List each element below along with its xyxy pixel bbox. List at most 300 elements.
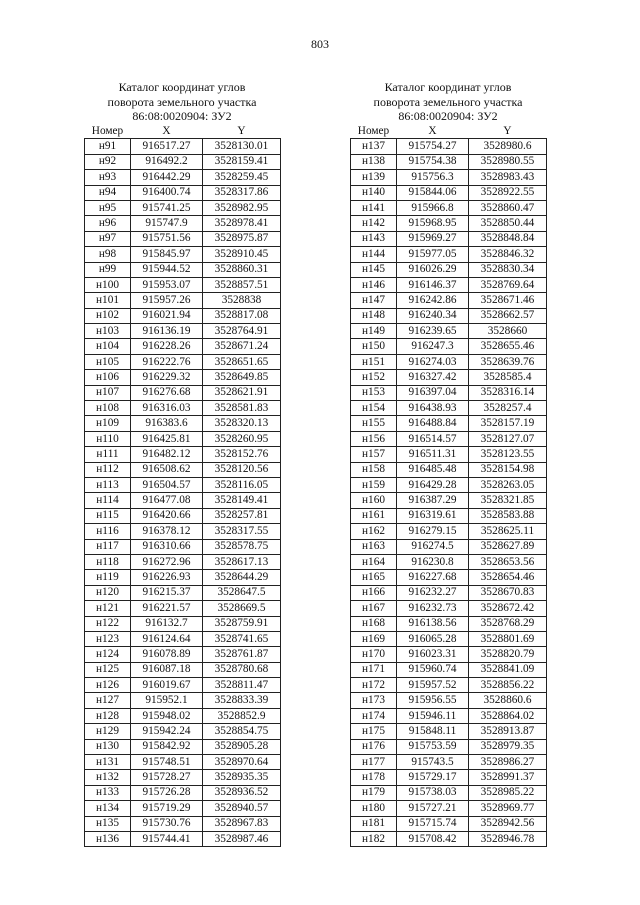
- y-coordinate-cell: 3528644.29: [203, 570, 281, 585]
- table-row: [85, 247, 281, 262]
- table-row: [85, 308, 281, 323]
- y-coordinate-cell: 3528841.09: [469, 662, 547, 677]
- x-coordinate-cell: 916276.68: [131, 385, 203, 400]
- point-number-cell: н128: [85, 708, 131, 723]
- y-coordinate-cell: 3528159.41: [203, 154, 281, 169]
- y-coordinate-cell: 3528585.4: [469, 370, 547, 385]
- x-coordinate-cell: 916021.94: [131, 308, 203, 323]
- point-number-cell: н179: [351, 785, 397, 800]
- x-coordinate-cell: 916023.31: [397, 647, 469, 662]
- y-coordinate-cell: 3528617.13: [203, 554, 281, 569]
- x-coordinate-cell: 916222.76: [131, 354, 203, 369]
- x-coordinate-cell: 915753.59: [397, 739, 469, 754]
- point-number-cell: н175: [351, 724, 397, 739]
- x-coordinate-cell: 916227.68: [397, 570, 469, 585]
- y-coordinate-cell: 3528672.42: [469, 601, 547, 616]
- y-coordinate-cell: 3528936.52: [203, 785, 281, 800]
- table-body: [85, 139, 281, 847]
- y-coordinate-cell: 3528860.31: [203, 262, 281, 277]
- y-coordinate-cell: 3528857.51: [203, 277, 281, 292]
- point-number-cell: н178: [351, 770, 397, 785]
- point-number-cell: н109: [85, 416, 131, 431]
- y-coordinate-cell: 3528578.75: [203, 539, 281, 554]
- point-number-cell: н158: [351, 462, 397, 477]
- table-row: [85, 370, 281, 385]
- y-coordinate-cell: 3528257.4: [469, 401, 547, 416]
- catalog-left: [84, 80, 280, 847]
- x-coordinate-cell: 916132.7: [131, 616, 203, 631]
- point-number-cell: н182: [351, 831, 397, 846]
- table-row: [351, 616, 547, 631]
- point-number-cell: н94: [85, 185, 131, 200]
- x-coordinate-cell: 915842.92: [131, 739, 203, 754]
- caption-line-3: 86:08:0020904: ЗУ2: [132, 109, 232, 123]
- y-coordinate-cell: 3528651.65: [203, 354, 281, 369]
- caption-line-2: поворота земельного участка: [107, 94, 257, 109]
- y-coordinate-cell: 3528321.85: [469, 493, 547, 508]
- point-number-cell: н120: [85, 585, 131, 600]
- x-coordinate-cell: 915946.11: [397, 708, 469, 723]
- table-row: [351, 585, 547, 600]
- table-row: [85, 508, 281, 523]
- point-number-cell: н161: [351, 508, 397, 523]
- table-row: [85, 785, 281, 800]
- x-coordinate-cell: 915754.38: [397, 154, 469, 169]
- x-coordinate-cell: 916242.86: [397, 293, 469, 308]
- table-row: [351, 154, 547, 169]
- point-number-cell: н143: [351, 231, 397, 246]
- x-coordinate-cell: 916425.81: [131, 431, 203, 446]
- table-row: [351, 370, 547, 385]
- x-coordinate-cell: 915754.27: [397, 139, 469, 154]
- y-coordinate-cell: 3528671.46: [469, 293, 547, 308]
- point-number-cell: н145: [351, 262, 397, 277]
- table-row: [85, 585, 281, 600]
- x-coordinate-cell: 915948.02: [131, 708, 203, 723]
- y-coordinate-cell: 3528830.34: [469, 262, 547, 277]
- y-coordinate-cell: 3528671.24: [203, 339, 281, 354]
- x-coordinate-cell: 915748.51: [131, 755, 203, 770]
- x-coordinate-cell: 915977.05: [397, 247, 469, 262]
- y-coordinate-cell: 3528157.19: [469, 416, 547, 431]
- y-coordinate-cell: 3528317.86: [203, 185, 281, 200]
- point-number-cell: н155: [351, 416, 397, 431]
- table-row: [351, 724, 547, 739]
- caption-line-1: Каталог координат углов: [384, 80, 512, 94]
- table-row: [85, 139, 281, 154]
- point-number-cell: н125: [85, 662, 131, 677]
- y-coordinate-cell: 3528764.91: [203, 324, 281, 339]
- y-coordinate-cell: 3528905.28: [203, 739, 281, 754]
- table-row: [85, 293, 281, 308]
- y-coordinate-cell: 3528910.45: [203, 247, 281, 262]
- x-coordinate-cell: 916078.89: [131, 647, 203, 662]
- y-coordinate-cell: 3528983.43: [469, 170, 547, 185]
- table-row: [351, 524, 547, 539]
- table-row: [351, 477, 547, 492]
- point-number-cell: н134: [85, 801, 131, 816]
- point-number-cell: н146: [351, 277, 397, 292]
- point-number-cell: н110: [85, 431, 131, 446]
- y-coordinate-cell: 3528833.39: [203, 693, 281, 708]
- point-number-cell: н136: [85, 831, 131, 846]
- y-coordinate-cell: 3528860.6: [469, 693, 547, 708]
- y-coordinate-cell: 3528257.81: [203, 508, 281, 523]
- x-coordinate-cell: 916230.8: [397, 554, 469, 569]
- point-number-cell: н97: [85, 231, 131, 246]
- y-coordinate-cell: 3528820.79: [469, 647, 547, 662]
- y-coordinate-cell: 3528154.98: [469, 462, 547, 477]
- x-coordinate-cell: 916232.73: [397, 601, 469, 616]
- point-number-cell: н108: [85, 401, 131, 416]
- point-number-cell: н135: [85, 816, 131, 831]
- point-number-cell: н169: [351, 631, 397, 646]
- table-row: [351, 401, 547, 416]
- table-row: [351, 200, 547, 215]
- x-coordinate-cell: 916124.64: [131, 631, 203, 646]
- point-number-cell: н121: [85, 601, 131, 616]
- y-coordinate-cell: 3528817.08: [203, 308, 281, 323]
- table-row: [85, 755, 281, 770]
- x-coordinate-cell: 916138.56: [397, 616, 469, 631]
- table-header-row: [351, 124, 547, 139]
- point-number-cell: н131: [85, 755, 131, 770]
- x-coordinate-cell: 915968.95: [397, 216, 469, 231]
- x-coordinate-cell: 915726.28: [131, 785, 203, 800]
- column-header-x: X: [131, 124, 203, 139]
- point-number-cell: н137: [351, 139, 397, 154]
- x-coordinate-cell: 916400.74: [131, 185, 203, 200]
- table-row: [85, 724, 281, 739]
- table-row: [351, 785, 547, 800]
- y-coordinate-cell: 3528260.95: [203, 431, 281, 446]
- x-coordinate-cell: 916316.03: [131, 401, 203, 416]
- x-coordinate-cell: 916488.84: [397, 416, 469, 431]
- x-coordinate-cell: 916247.3: [397, 339, 469, 354]
- point-number-cell: н156: [351, 431, 397, 446]
- table-row: [85, 277, 281, 292]
- y-coordinate-cell: 3528127.07: [469, 431, 547, 446]
- x-coordinate-cell: 916215.37: [131, 585, 203, 600]
- x-coordinate-cell: 916019.67: [131, 678, 203, 693]
- table-row: [85, 324, 281, 339]
- point-number-cell: н92: [85, 154, 131, 169]
- x-coordinate-cell: 916026.29: [397, 262, 469, 277]
- y-coordinate-cell: 3528987.46: [203, 831, 281, 846]
- table-row: [351, 493, 547, 508]
- table-row: [85, 354, 281, 369]
- y-coordinate-cell: 3528662.57: [469, 308, 547, 323]
- y-coordinate-cell: 3528864.02: [469, 708, 547, 723]
- y-coordinate-cell: 3528852.9: [203, 708, 281, 723]
- point-number-cell: н100: [85, 277, 131, 292]
- y-coordinate-cell: 3528838: [203, 293, 281, 308]
- x-coordinate-cell: 915953.07: [131, 277, 203, 292]
- y-coordinate-cell: 3528670.83: [469, 585, 547, 600]
- y-coordinate-cell: 3528653.56: [469, 554, 547, 569]
- table-row: [351, 185, 547, 200]
- x-coordinate-cell: 916508.62: [131, 462, 203, 477]
- table-row: [85, 831, 281, 846]
- point-number-cell: н151: [351, 354, 397, 369]
- x-coordinate-cell: 915738.03: [397, 785, 469, 800]
- x-coordinate-cell: 915952.1: [131, 693, 203, 708]
- y-coordinate-cell: 3528263.05: [469, 477, 547, 492]
- table-row: [351, 508, 547, 523]
- table-row: [85, 601, 281, 616]
- point-number-cell: н166: [351, 585, 397, 600]
- y-coordinate-cell: 3528848.84: [469, 231, 547, 246]
- y-coordinate-cell: 3528259.45: [203, 170, 281, 185]
- y-coordinate-cell: 3528940.57: [203, 801, 281, 816]
- y-coordinate-cell: 3528647.5: [203, 585, 281, 600]
- x-coordinate-cell: 916239.65: [397, 324, 469, 339]
- table-row: [351, 416, 547, 431]
- point-number-cell: н147: [351, 293, 397, 308]
- x-coordinate-cell: 915966.8: [397, 200, 469, 215]
- point-number-cell: н167: [351, 601, 397, 616]
- point-number-cell: н172: [351, 678, 397, 693]
- point-number-cell: н113: [85, 477, 131, 492]
- y-coordinate-cell: 3528978.41: [203, 216, 281, 231]
- y-coordinate-cell: 3528639.76: [469, 354, 547, 369]
- table-row: [351, 708, 547, 723]
- point-number-cell: н180: [351, 801, 397, 816]
- y-coordinate-cell: 3528982.95: [203, 200, 281, 215]
- column-header-y: Y: [203, 124, 281, 139]
- x-coordinate-cell: 915957.52: [397, 678, 469, 693]
- y-coordinate-cell: 3528625.11: [469, 524, 547, 539]
- point-number-cell: н116: [85, 524, 131, 539]
- point-number-cell: н106: [85, 370, 131, 385]
- table-row: [85, 631, 281, 646]
- point-number-cell: н96: [85, 216, 131, 231]
- x-coordinate-cell: 916492.2: [131, 154, 203, 169]
- y-coordinate-cell: 3528922.55: [469, 185, 547, 200]
- table-row: [351, 570, 547, 585]
- x-coordinate-cell: 916229.32: [131, 370, 203, 385]
- point-number-cell: н164: [351, 554, 397, 569]
- coordinates-table: [350, 124, 547, 847]
- column-header-number: Номер: [85, 124, 131, 139]
- table-header-row: [85, 124, 281, 139]
- point-number-cell: н142: [351, 216, 397, 231]
- y-coordinate-cell: 3528654.46: [469, 570, 547, 585]
- page-number: 803: [311, 37, 329, 51]
- y-coordinate-cell: 3528741.65: [203, 631, 281, 646]
- x-coordinate-cell: 915747.9: [131, 216, 203, 231]
- table-row: [85, 216, 281, 231]
- table-row: [351, 247, 547, 262]
- x-coordinate-cell: 916387.29: [397, 493, 469, 508]
- point-number-cell: н122: [85, 616, 131, 631]
- y-coordinate-cell: 3528130.01: [203, 139, 281, 154]
- x-coordinate-cell: 915741.25: [131, 200, 203, 215]
- table-row: [85, 477, 281, 492]
- table-row: [351, 385, 547, 400]
- table-row: [85, 570, 281, 585]
- y-coordinate-cell: 3528768.29: [469, 616, 547, 631]
- table-row: [351, 216, 547, 231]
- y-coordinate-cell: 3528320.13: [203, 416, 281, 431]
- table-row: [351, 647, 547, 662]
- x-coordinate-cell: 916065.28: [397, 631, 469, 646]
- x-coordinate-cell: 916378.12: [131, 524, 203, 539]
- point-number-cell: н148: [351, 308, 397, 323]
- y-coordinate-cell: 3528969.77: [469, 801, 547, 816]
- table-row: [351, 447, 547, 462]
- y-coordinate-cell: 3528655.46: [469, 339, 547, 354]
- table-row: [351, 262, 547, 277]
- x-coordinate-cell: 916136.19: [131, 324, 203, 339]
- point-number-cell: н104: [85, 339, 131, 354]
- point-number-cell: н152: [351, 370, 397, 385]
- y-coordinate-cell: 3528979.35: [469, 739, 547, 754]
- table-row: [351, 354, 547, 369]
- y-coordinate-cell: 3528649.85: [203, 370, 281, 385]
- x-coordinate-cell: 915944.52: [131, 262, 203, 277]
- x-coordinate-cell: 916274.5: [397, 539, 469, 554]
- point-number-cell: н144: [351, 247, 397, 262]
- table-body: [351, 139, 547, 847]
- table-row: [85, 154, 281, 169]
- table-row: [351, 816, 547, 831]
- table-row: [85, 816, 281, 831]
- table-row: [351, 231, 547, 246]
- y-coordinate-cell: 3528985.22: [469, 785, 547, 800]
- x-coordinate-cell: 916310.66: [131, 539, 203, 554]
- x-coordinate-cell: 915969.27: [397, 231, 469, 246]
- point-number-cell: н132: [85, 770, 131, 785]
- caption-line-2: поворота земельного участка: [373, 94, 523, 109]
- point-number-cell: н93: [85, 170, 131, 185]
- table-row: [351, 539, 547, 554]
- caption-line-3: 86:08:0020904: ЗУ2: [398, 109, 498, 123]
- x-coordinate-cell: 916319.61: [397, 508, 469, 523]
- table-row: [85, 739, 281, 754]
- point-number-cell: н99: [85, 262, 131, 277]
- y-coordinate-cell: 3528860.47: [469, 200, 547, 215]
- point-number-cell: н177: [351, 755, 397, 770]
- x-coordinate-cell: 916327.42: [397, 370, 469, 385]
- y-coordinate-cell: 3528946.78: [469, 831, 547, 846]
- x-coordinate-cell: 915729.17: [397, 770, 469, 785]
- table-row: [85, 339, 281, 354]
- table-row: [351, 308, 547, 323]
- x-coordinate-cell: 915848.11: [397, 724, 469, 739]
- point-number-cell: н141: [351, 200, 397, 215]
- x-coordinate-cell: 916517.27: [131, 139, 203, 154]
- x-coordinate-cell: 916429.28: [397, 477, 469, 492]
- table-row: [351, 739, 547, 754]
- column-header-x: X: [397, 124, 469, 139]
- y-coordinate-cell: 3528854.75: [203, 724, 281, 739]
- point-number-cell: н95: [85, 200, 131, 215]
- point-number-cell: н123: [85, 631, 131, 646]
- point-number-cell: н91: [85, 139, 131, 154]
- table-row: [85, 462, 281, 477]
- y-coordinate-cell: 3528761.87: [203, 647, 281, 662]
- y-coordinate-cell: 3528975.87: [203, 231, 281, 246]
- y-coordinate-cell: 3528759.91: [203, 616, 281, 631]
- y-coordinate-cell: 3528581.83: [203, 401, 281, 416]
- point-number-cell: н98: [85, 247, 131, 262]
- point-number-cell: н129: [85, 724, 131, 739]
- table-row: [85, 385, 281, 400]
- x-coordinate-cell: 916442.29: [131, 170, 203, 185]
- point-number-cell: н115: [85, 508, 131, 523]
- table-row: [85, 647, 281, 662]
- point-number-cell: н171: [351, 662, 397, 677]
- table-row: [351, 170, 547, 185]
- x-coordinate-cell: 915728.27: [131, 770, 203, 785]
- point-number-cell: н157: [351, 447, 397, 462]
- x-coordinate-cell: 916383.6: [131, 416, 203, 431]
- point-number-cell: н149: [351, 324, 397, 339]
- table-row: [351, 770, 547, 785]
- table-row: [85, 539, 281, 554]
- table-row: [85, 185, 281, 200]
- point-number-cell: н114: [85, 493, 131, 508]
- point-number-cell: н160: [351, 493, 397, 508]
- y-coordinate-cell: 3528846.32: [469, 247, 547, 262]
- x-coordinate-cell: 916228.26: [131, 339, 203, 354]
- y-coordinate-cell: 3528801.69: [469, 631, 547, 646]
- point-number-cell: н176: [351, 739, 397, 754]
- y-coordinate-cell: 3528967.83: [203, 816, 281, 831]
- point-number-cell: н133: [85, 785, 131, 800]
- point-number-cell: н103: [85, 324, 131, 339]
- y-coordinate-cell: 3528116.05: [203, 477, 281, 492]
- point-number-cell: н168: [351, 616, 397, 631]
- x-coordinate-cell: 916482.12: [131, 447, 203, 462]
- x-coordinate-cell: 915845.97: [131, 247, 203, 262]
- table-row: [85, 678, 281, 693]
- y-coordinate-cell: 3528120.56: [203, 462, 281, 477]
- table-row: [85, 708, 281, 723]
- point-number-cell: н173: [351, 693, 397, 708]
- point-number-cell: н117: [85, 539, 131, 554]
- x-coordinate-cell: 915751.56: [131, 231, 203, 246]
- x-coordinate-cell: 915730.76: [131, 816, 203, 831]
- table-row: [85, 554, 281, 569]
- point-number-cell: н170: [351, 647, 397, 662]
- table-row: [351, 277, 547, 292]
- y-coordinate-cell: 3528583.88: [469, 508, 547, 523]
- y-coordinate-cell: 3528149.41: [203, 493, 281, 508]
- point-number-cell: н181: [351, 816, 397, 831]
- table-row: [351, 293, 547, 308]
- y-coordinate-cell: 3528621.91: [203, 385, 281, 400]
- point-number-cell: н101: [85, 293, 131, 308]
- x-coordinate-cell: 916420.66: [131, 508, 203, 523]
- x-coordinate-cell: 915956.55: [397, 693, 469, 708]
- catalog-caption: [350, 80, 546, 124]
- y-coordinate-cell: 3528850.44: [469, 216, 547, 231]
- coordinates-table: [84, 124, 281, 847]
- x-coordinate-cell: 915708.42: [397, 831, 469, 846]
- x-coordinate-cell: 916146.37: [397, 277, 469, 292]
- x-coordinate-cell: 916087.18: [131, 662, 203, 677]
- table-row: [85, 431, 281, 446]
- point-number-cell: н126: [85, 678, 131, 693]
- point-number-cell: н130: [85, 739, 131, 754]
- point-number-cell: н105: [85, 354, 131, 369]
- table-row: [85, 170, 281, 185]
- point-number-cell: н118: [85, 554, 131, 569]
- y-coordinate-cell: 3528856.22: [469, 678, 547, 693]
- y-coordinate-cell: 3528970.64: [203, 755, 281, 770]
